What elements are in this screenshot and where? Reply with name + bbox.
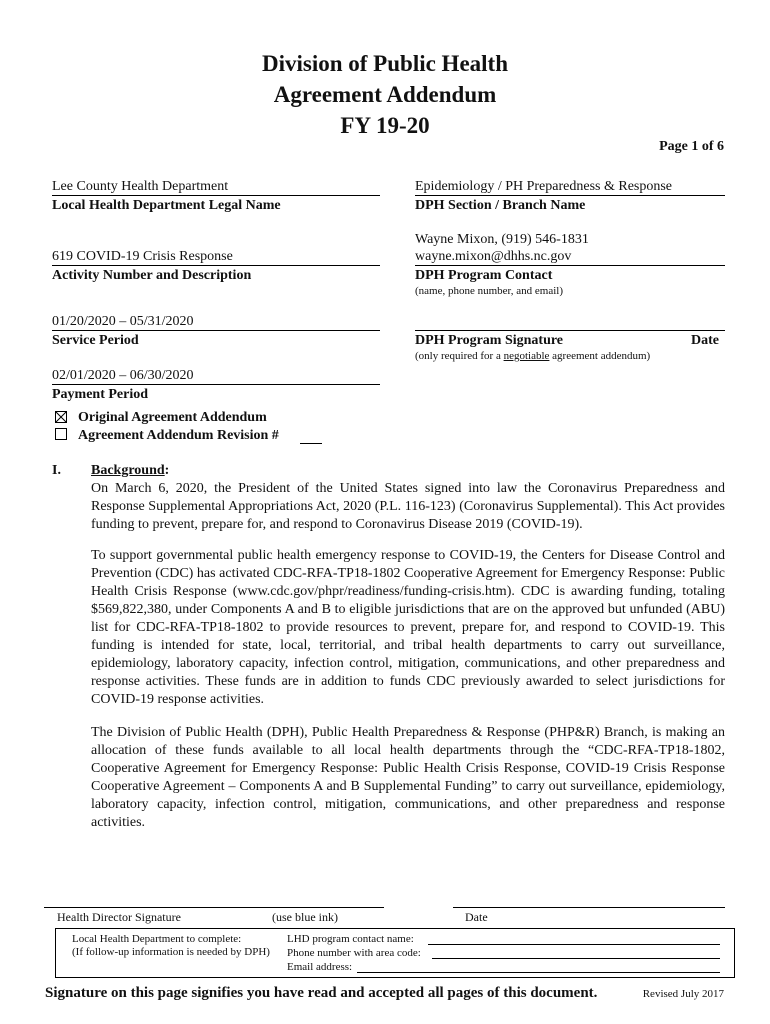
acceptance-statement: Signature on this page signifies you have read and accepted all pages of this document. [45,985,598,1001]
revision-addendum-label: Agreement Addendum Revision # [78,428,279,443]
original-addendum-checkbox[interactable] [55,411,67,423]
blue-ink-note: (use blue ink) [272,910,338,924]
health-director-date-line[interactable] [453,907,725,908]
page-number: Page 1 of 6 [659,139,724,154]
section-numeral: I. [52,463,61,478]
activity-value[interactable]: 619 COVID-19 Crisis Response [52,249,233,264]
health-director-signature-line[interactable] [44,907,384,908]
original-addendum-label: Original Agreement Addendum [78,410,267,425]
title-line-3: FY 19-20 [340,113,430,138]
health-director-signature-label: Health Director Signature [57,910,181,924]
followup-note: (If follow-up information is needed by DPH) [72,946,270,958]
checkmark-x-icon [56,412,66,422]
title-line-1: Division of Public Health [262,51,508,76]
payment-period-rule [52,384,380,385]
dph-signature-rule[interactable] [415,330,725,331]
lhd-name-label: Local Health Department Legal Name [52,198,281,213]
contact-label: DPH Program Contact [415,268,553,283]
section-rule [415,195,725,196]
lhd-name-rule [52,195,380,196]
revision-number-field[interactable] [300,443,322,444]
lhd-name-value[interactable]: Lee County Health Department [52,179,229,194]
lhd-phone-label: Phone number with area code: [287,947,421,959]
title-line-2: Agreement Addendum [273,82,497,107]
payment-period-value[interactable]: 02/01/2020 – 06/30/2020 [52,368,194,383]
lhd-phone-field[interactable] [432,958,720,959]
service-period-label: Service Period [52,333,139,348]
revision-addendum-checkbox[interactable] [55,428,67,440]
section-heading: Background: [91,463,170,478]
lhd-contact-name-label: LHD program contact name: [287,933,414,945]
background-paragraph-1: On March 6, 2020, the President of the United States signed into law the Coronavirus Preparedness and Response Supplemental Appropriations Act, 2020 (P.L. 116-123) (Coronavirus Supplemental). This Act provides funding to prevent, prepare for, and respond to Coronavirus Disease 2019 (COVID-19). [91,481,725,532]
activity-rule [52,265,380,266]
health-director-date-label: Date [465,910,488,924]
dph-signature-note: (only required for a negotiable agreement addendum) [415,350,651,362]
lhd-email-label: Email address: [287,961,353,973]
lhd-contact-name-field[interactable] [428,944,720,945]
background-paragraph-2: To support governmental public health emergency response to COVID-19, the Centers for Disease Control and Prevention (CDC) has activated CDC-RFA-TP18-1802 Cooperative Agreement for Emergency Response: Public Health Crisis Response (www.cdc.gov/phpr/readiness/funding-crisis.htm). CDC is awarding funding, totaling $569,822,380, under Components A and B to eligible jurisdictions that are on the approved but unfunded (ABU) list for CDC-RFA-TP18-1802 to provide resources to prevent, prepare for, and respond to COVID-19. This funding is intended for state, local, territorial, and tribal health departments to carry out surveillance, epidemiology, laboratory capacity, infection control, mitigation, communications, and other preparedness and response activities. These funds are in addition to funds CDC previously awarded to select jurisdictions for COVID-19 response activities. [91,548,725,707]
background-paragraph-3: The Division of Public Health (DPH), Public Health Preparedness & Response (PHP&R) Branch, is making an allocation of these funds available to all local health departments through the “CDC-RFA-TP18-1802, Cooperative Agreement for Emergency Response: Public Health Crisis Response, COVID-19 Crisis Response Cooperative Agreement – Components A and B Supplemental Funding” to carry out surveillance, epidemiology, laboratory capacity, infection control, mitigation, communications, and other preparedness and response activities. [91,725,725,830]
payment-period-label: Payment Period [52,387,149,402]
section-label: DPH Section / Branch Name [415,198,586,213]
contact-rule [415,265,725,266]
lhd-complete-note: Local Health Department to complete: [72,933,242,945]
activity-label: Activity Number and Description [52,268,252,283]
contact-value-line-2[interactable]: wayne.mixon@dhhs.nc.gov [415,249,572,264]
contact-note: (name, phone number, and email) [415,285,564,297]
service-period-rule [52,330,380,331]
section-value[interactable]: Epidemiology / PH Preparedness & Response [415,179,673,194]
lhd-email-field[interactable] [357,972,720,973]
contact-value-line-1[interactable]: Wayne Mixon, (919) 546-1831 [415,232,589,247]
dph-signature-label: DPH Program Signature [415,333,564,348]
dph-signature-date-label: Date [691,333,719,348]
revised-date: Revised July 2017 [642,988,724,1000]
service-period-value[interactable]: 01/20/2020 – 05/31/2020 [52,314,194,329]
